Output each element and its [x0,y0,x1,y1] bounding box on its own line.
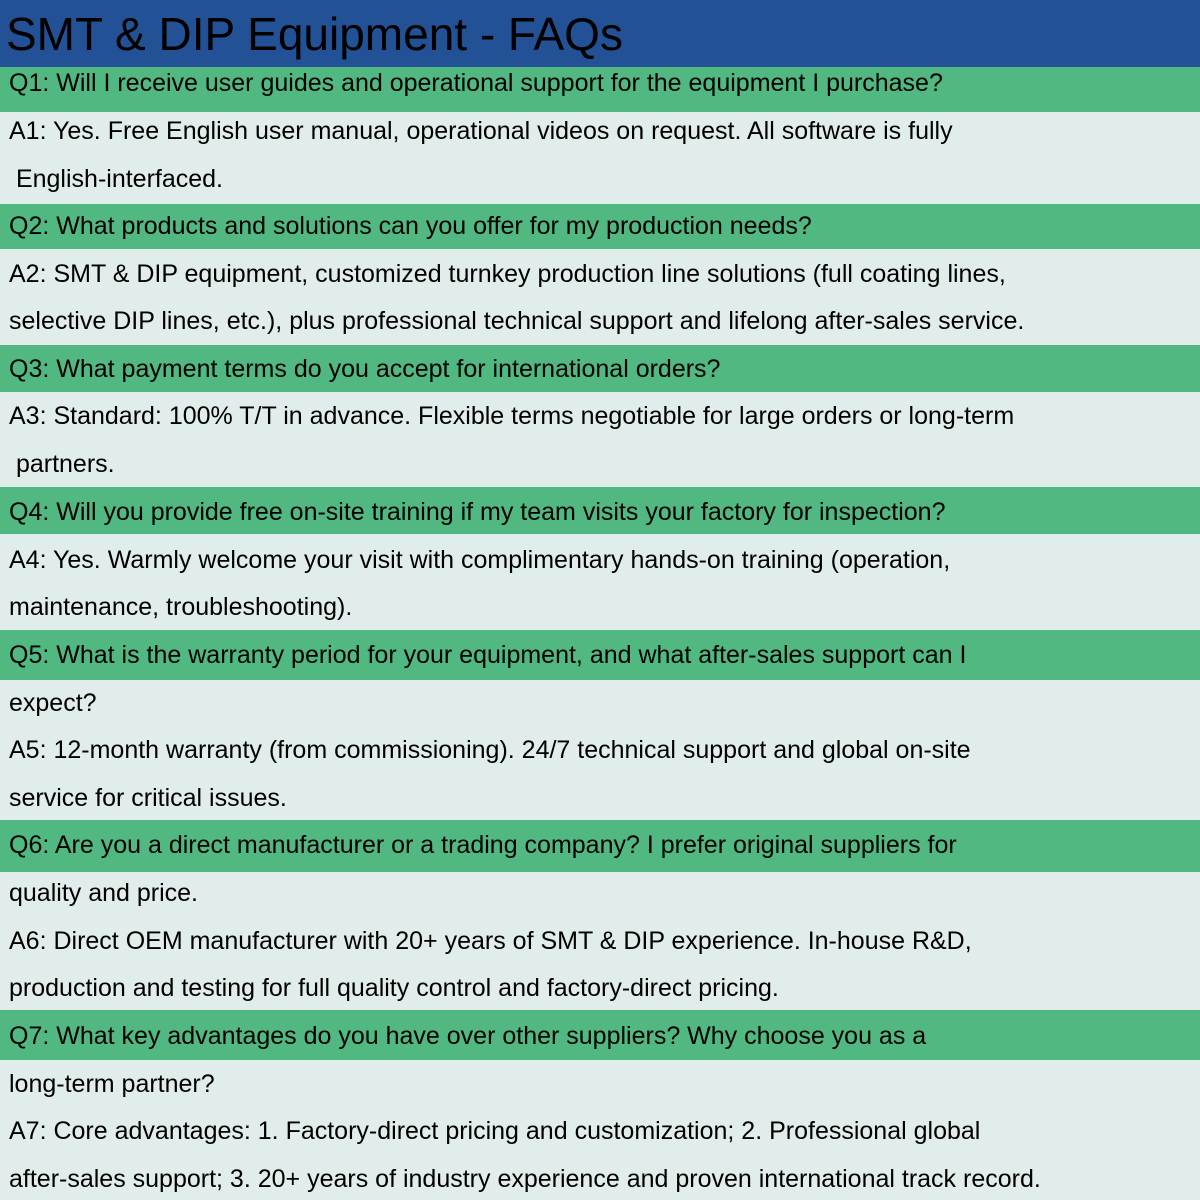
faq-q6-answer-line1: A6: Direct OEM manufacturer with 20+ years of SMT & DIP experience. In-house R&D, [9,927,972,955]
faq-q2-answer-line2: selective DIP lines, etc.), plus professional technical support and lifelong after-sales service. [9,307,1025,335]
faq-q5-answer-line1: A5: 12-month warranty (from commissioning). 24/7 technical support and global on-site [9,736,971,764]
faq-q1-answer-line1: A1: Yes. Free English user manual, operational videos on request. All software is fully [9,117,953,145]
faq-q4-answer-line1: A4: Yes. Warmly welcome your visit with complimentary hands-on training (operation, [9,546,951,574]
faq-q2-answer-line1: A2: SMT & DIP equipment, customized turnkey production line solutions (full coating lines, [9,260,1006,288]
faq-q6-answer-line2: production and testing for full quality control and factory-direct pricing. [9,974,779,1002]
faq-q7-question-line2: long-term partner? [9,1070,215,1098]
faq-q1-answer-line2: English-interfaced. [9,165,224,193]
faq-q3-answer-line1: A3: Standard: 100% T/T in advance. Flexible terms negotiable for large orders or long-term [9,402,1015,430]
faq-q7-answer-line2: after-sales support; 3. 20+ years of industry experience and proven international track record. [9,1165,1041,1193]
faq-q3-answer-line2: partners. [9,450,115,478]
faq-q7-answer-line1: A7: Core advantages: 1. Factory-direct pricing and customization; 2. Professional global [9,1117,981,1145]
faq-q1-question: Q1: Will I receive user guides and operational support for the equipment I purchase? [9,69,943,97]
faq-q2-question: Q2: What products and solutions can you offer for my production needs? [9,212,812,240]
faq-q4-question: Q4: Will you provide free on-site training if my team visits your factory for inspection? [9,498,946,526]
faq-q5-question-line1: Q5: What is the warranty period for your equipment, and what after-sales support can I [9,641,967,669]
page-header [0,0,1200,67]
faq-q6-question-line1: Q6: Are you a direct manufacturer or a trading company? I prefer original suppliers for [9,831,957,859]
faq-q5-answer-line2: service for critical issues. [9,784,287,812]
faq-q6-question-line2: quality and price. [9,879,199,907]
faq-q7-question-line1: Q7: What key advantages do you have over other suppliers? Why choose you as a [9,1022,927,1050]
page-title: SMT & DIP Equipment - FAQs [6,8,623,60]
faq-q4-answer-line2: maintenance, troubleshooting). [9,593,353,621]
faq-q3-question: Q3: What payment terms do you accept for international orders? [9,355,721,383]
faq-q5-question-line2: expect? [9,689,97,717]
